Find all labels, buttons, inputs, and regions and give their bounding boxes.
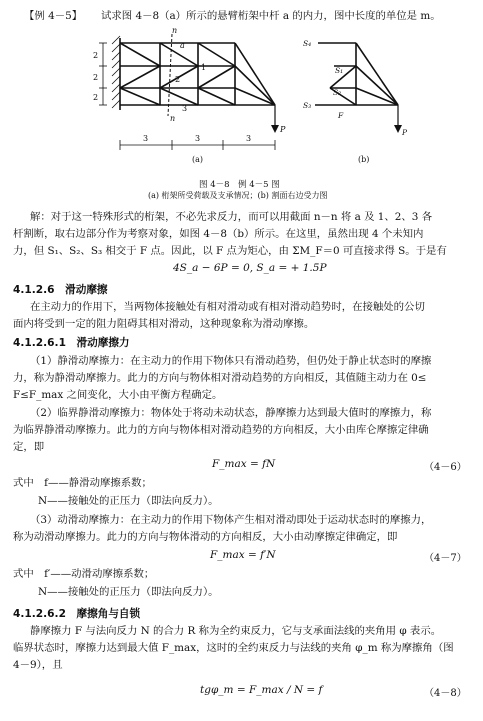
label-S3: S₃ [303,101,312,110]
example-text: 试求图 4－8（a）所示的悬臂桁架中杆 a 的内力，图中长度的单位是 m。 [101,10,441,22]
section-41261-title: 4.1.2.6.1 滑动摩擦力 [13,337,130,349]
load-arrow-left [271,125,279,133]
section-4126-title: 4.1.2.6 滑动摩擦 [13,284,108,296]
dim-v-1: 2 [93,51,99,60]
equation-4-8-number: （4－8） [424,688,467,699]
label-F: F [338,111,344,120]
dim-v-3: 2 [93,93,99,102]
p2-line-2: 为临界静滑动摩擦力。此力的方向与物体相对滑动趋势的方向相反，大小由库仑摩擦定律确 [13,424,429,436]
p1-line-1: （1）静滑动摩擦力：在主动力的作用下物体只有滑动趋势，但仍处于静止状态时的摩擦 [30,355,432,367]
section-41262-line-1: 静摩擦力 F 与法向反力 N 的合力 R 称为全约束反力，它与支承面法线的夹角用 φ 表示。 [30,625,442,637]
load-arrow-right [394,125,402,133]
solution-equation: 4S_a − 6P = 0, S_a = + 1.5P [173,262,327,274]
solution-line-2: 杆割断，取右边部分作为考察对象，如图 4－8（b）所示。在这里，虽然出现 4 个未知内 [13,228,424,240]
label-S2: S₂ [333,88,342,97]
dim-h-2: 3 [195,134,201,143]
solution-line-1: 解：对于这一特殊形式的桁架，不必先求反力，而可以用截面 n－n 将 a 及 1、2、3 各 [30,211,433,223]
section-n-bottom: n [170,114,176,123]
example-label: 【例 4－5】 [24,10,83,22]
equation-4-8: tgφ_m = F_max / N = f [200,684,323,696]
section-line [168,34,172,116]
p3-line-2: 称为动滑动摩擦力。此力的方向与物体滑动的方向相反，大小由动摩擦定律确定，即 [13,531,398,543]
subfig-a: (a) [192,155,204,164]
p2-line-3: 定，即 [13,441,45,453]
where-1-b: N——接触处的正压力（即法向反力）。 [38,495,219,507]
p2-line-1: （2）临界静滑动摩擦力：物体处于将动未动状态，静摩擦力达到最大值时的摩擦力，称 [30,407,432,419]
load-P-right: P [402,128,408,137]
node-label-2: 2 [175,75,181,84]
section-41262-line-3: 4－9），且 [13,659,63,671]
dim-h-1: 3 [143,134,149,143]
truss-right [315,43,398,128]
dim-h-3: 3 [246,134,252,143]
p1-line-3: F≤F_max 之间变化，大小由平衡方程确定。 [13,389,223,401]
section-41262-line-2: 临界状态时，摩擦力达到最大值 F_max，这时的全约束反力与法线的夹角 φ_m 称为摩擦角（图 [13,642,454,654]
subfig-b: (b) [358,155,370,164]
section-4126-line-1: 在主动力的作用下，当两物体接触处有相对滑动或有相对滑动趋势时，在接触处的公切 [30,301,425,313]
solution-line-3: 力，但 S₁、S₂、S₃ 相交于 F 点。因此，以 F 点为矩心，由 ΣM_F＝0 可直接求得 S。于是有 [13,245,447,257]
equation-4-6-number: （4－6） [424,462,467,473]
section-4126-line-2: 面内将受到一定的阻力阻碍其相对滑动，这种现象称为滑动摩擦。 [13,318,315,330]
where-2-a: 式中 f′——动滑动摩擦系数； [13,568,155,580]
p1-line-2: 力，称为静滑动摩擦力。此力的方向与物体相对滑动趋势的方向相反，其值随主动力在 0≤ [13,372,427,384]
where-1-a: 式中 f——静滑动摩擦系数； [13,477,152,489]
equation-4-6: F_max = fN [212,458,276,470]
node-label-3: 3 [182,104,188,113]
equation-4-7-number: （4－7） [424,553,467,564]
where-2-b: N——接触处的正压力（即法向反力）。 [38,586,219,598]
equation-4-7: F_max = f′N [210,549,276,561]
section-n-top: n [172,26,178,35]
figure-caption-detail: (a) 桁架所受荷载及支承情况；(b) 割面右边受力图 [148,191,328,200]
figure-caption-title: 图 4－8 例 4－5 图 [199,180,280,190]
member-a-label: a [180,41,185,50]
node-label-1: 1 [201,63,207,72]
p3-line-1: （3）动滑动摩擦力：在主动力的作用下物体产生相对滑动即处于运动状态时的摩擦力， [30,514,432,526]
truss-left [112,36,275,128]
label-S4: S₄ [303,39,312,48]
load-P-left: P [280,125,286,134]
section-41262-title: 4.1.2.6.2 摩擦角与自锁 [13,608,141,620]
label-S1: S₁ [335,66,344,75]
dim-v-2: 2 [93,73,99,82]
